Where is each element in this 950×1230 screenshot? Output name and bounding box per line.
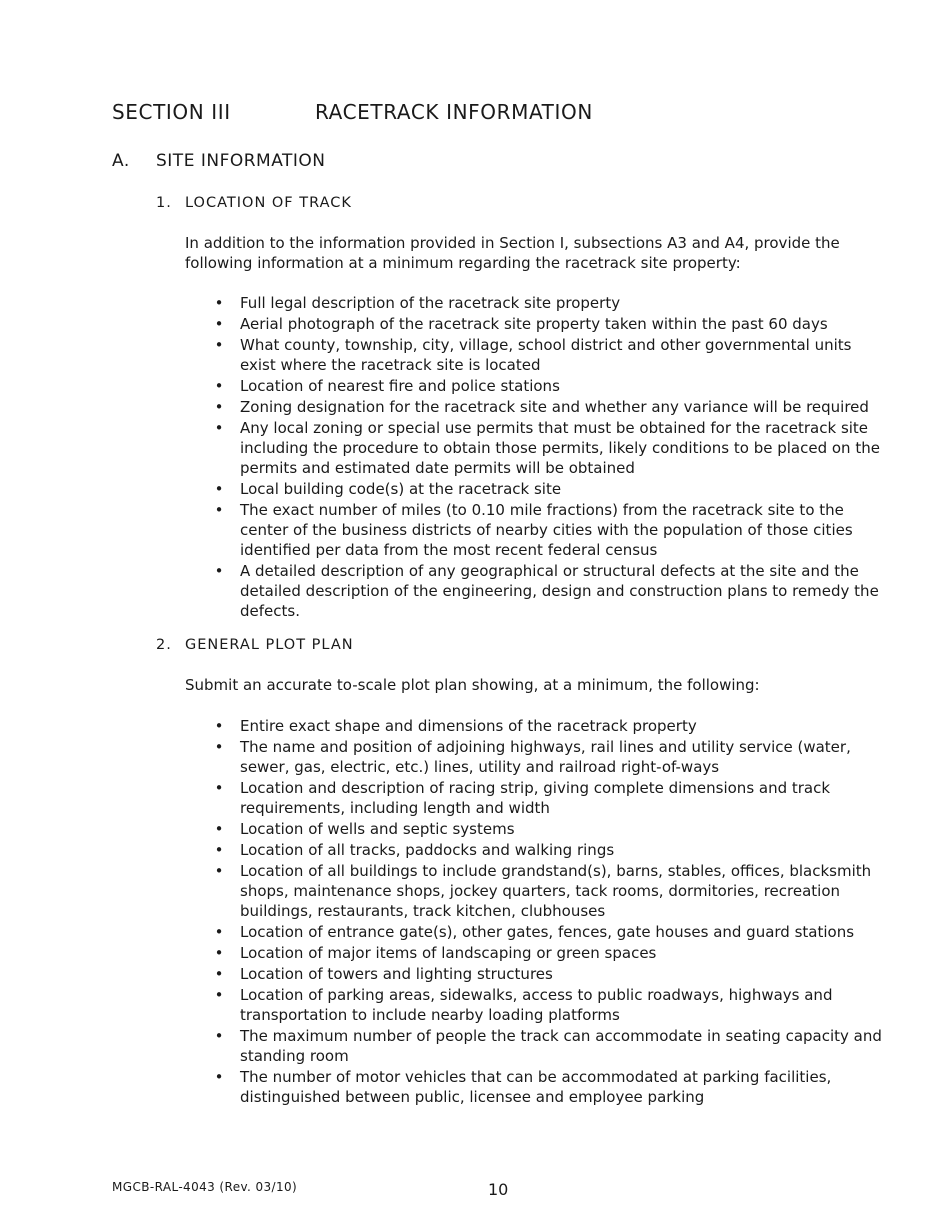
list-item-text: Location and description of racing strip, giving complete dimensions and track requirements, including length and width <box>240 779 831 817</box>
list-item <box>214 1067 890 1107</box>
bullet-icon: • <box>214 377 224 395</box>
list-item-text: Location of nearest fire and police stations <box>240 377 560 395</box>
list-item <box>214 985 890 1025</box>
bullet-icon: • <box>214 336 224 354</box>
bullet-icon: • <box>214 315 224 333</box>
list-item-text: Local building code(s) at the racetrack site <box>240 480 562 498</box>
list-item-text: Location of towers and lighting structures <box>240 965 553 983</box>
list-item <box>214 314 890 334</box>
bullet-icon: • <box>214 841 224 859</box>
list-item <box>214 418 890 478</box>
list-item <box>214 819 890 839</box>
list-item <box>214 376 890 396</box>
list-item-text: A detailed description of any geographical or structural defects at the site and the detailed description of the engineering, design and construction plans to remedy the defects. <box>240 562 879 620</box>
bullet-icon: • <box>214 480 224 498</box>
bullet-icon: • <box>214 923 224 941</box>
list-item <box>214 561 890 621</box>
bullet-icon: • <box>214 294 224 312</box>
bullet-icon: • <box>214 944 224 962</box>
list-item <box>214 397 890 417</box>
list-item <box>214 840 890 860</box>
list-item <box>214 922 890 942</box>
location-requirements-list <box>214 293 890 622</box>
list-item-text: Any local zoning or special use permits that must be obtained for the racetrack site including the procedure to obtain those permits, likely conditions to be placed on the permits and estimated date permits will be obtained <box>240 419 880 477</box>
location-number: 1. <box>156 195 172 211</box>
bullet-icon: • <box>214 717 224 735</box>
list-item-text: Location of parking areas, sidewalks, access to public roadways, highways and transportation to include nearby loading platforms <box>240 986 833 1024</box>
list-item-text: Aerial photograph of the racetrack site property taken within the past 60 days <box>240 315 828 333</box>
plot-plan-title: GENERAL PLOT PLAN <box>185 637 354 653</box>
location-intro: In addition to the information provided in Section I, subsections A3 and A4, provide the following information at a minimum regarding the racetrack site property: <box>185 234 840 272</box>
section-number: SECTION III <box>112 100 231 124</box>
plot-plan-heading <box>156 635 354 655</box>
list-item-text: The name and position of adjoining highways, rail lines and utility service (water, sewer, gas, electric, etc.) lines, utility and railroad right-of-ways <box>240 738 851 776</box>
bullet-icon: • <box>214 862 224 880</box>
plot-plan-requirements-list <box>214 716 890 1108</box>
list-item <box>214 335 890 375</box>
list-item-text: Location of wells and septic systems <box>240 820 515 838</box>
location-title: LOCATION OF TRACK <box>185 195 352 211</box>
list-item-text: Entire exact shape and dimensions of the racetrack property <box>240 717 697 735</box>
list-item-text: The exact number of miles (to 0.10 mile fractions) from the racetrack site to the center of the business districts of nearby cities with the population of those cities identified per data from the most recent federal census <box>240 501 853 559</box>
list-item <box>214 716 890 736</box>
subsection-title: SITE INFORMATION <box>156 151 326 171</box>
list-item <box>214 778 890 818</box>
list-item-text: Location of entrance gate(s), other gates, fences, gate houses and guard stations <box>240 923 855 941</box>
bullet-icon: • <box>214 820 224 838</box>
form-identifier: MGCB-RAL-4043 (Rev. 03/10) <box>112 1180 298 1194</box>
section-title: RACETRACK INFORMATION <box>315 100 593 124</box>
subsection-heading <box>112 150 326 172</box>
subsection-letter: A. <box>112 151 130 171</box>
list-item <box>214 500 890 560</box>
list-item-text: Location of major items of landscaping or green spaces <box>240 944 657 962</box>
list-item <box>214 964 890 984</box>
list-item <box>214 1026 890 1066</box>
list-item-text: Zoning designation for the racetrack site and whether any variance will be required <box>240 398 869 416</box>
plot-plan-intro: Submit an accurate to-scale plot plan showing, at a minimum, the following: <box>185 676 760 694</box>
bullet-icon: • <box>214 1068 224 1086</box>
bullet-icon: • <box>214 419 224 437</box>
bullet-icon: • <box>214 965 224 983</box>
location-heading <box>156 193 352 213</box>
bullet-icon: • <box>214 779 224 797</box>
bullet-icon: • <box>214 986 224 1004</box>
bullet-icon: • <box>214 398 224 416</box>
list-item-text: The number of motor vehicles that can be accommodated at parking facilities, distinguished between public, licensee and employee parking <box>240 1068 832 1106</box>
list-item-text: Location of all buildings to include grandstand(s), barns, stables, offices, blacksmith shops, maintenance shops, jockey quarters, tack rooms, dormitories, recreation buildings, restaurants, track kitchen, clubhouses <box>240 862 872 920</box>
list-item-text: The maximum number of people the track can accommodate in seating capacity and standing room <box>240 1027 882 1065</box>
list-item <box>214 943 890 963</box>
plot-plan-number: 2. <box>156 637 172 653</box>
list-item-text: What county, township, city, village, school district and other governmental units exist where the racetrack site is located <box>240 336 852 374</box>
bullet-icon: • <box>214 738 224 756</box>
list-item-text: Location of all tracks, paddocks and walking rings <box>240 841 615 859</box>
bullet-icon: • <box>214 1027 224 1045</box>
list-item <box>214 861 890 921</box>
bullet-icon: • <box>214 501 224 519</box>
bullet-icon: • <box>214 562 224 580</box>
section-heading <box>112 99 593 125</box>
page-number: 10 <box>488 1180 509 1199</box>
list-item <box>214 479 890 499</box>
list-item-text: Full legal description of the racetrack site property <box>240 294 621 312</box>
list-item <box>214 293 890 313</box>
list-item <box>214 737 890 777</box>
